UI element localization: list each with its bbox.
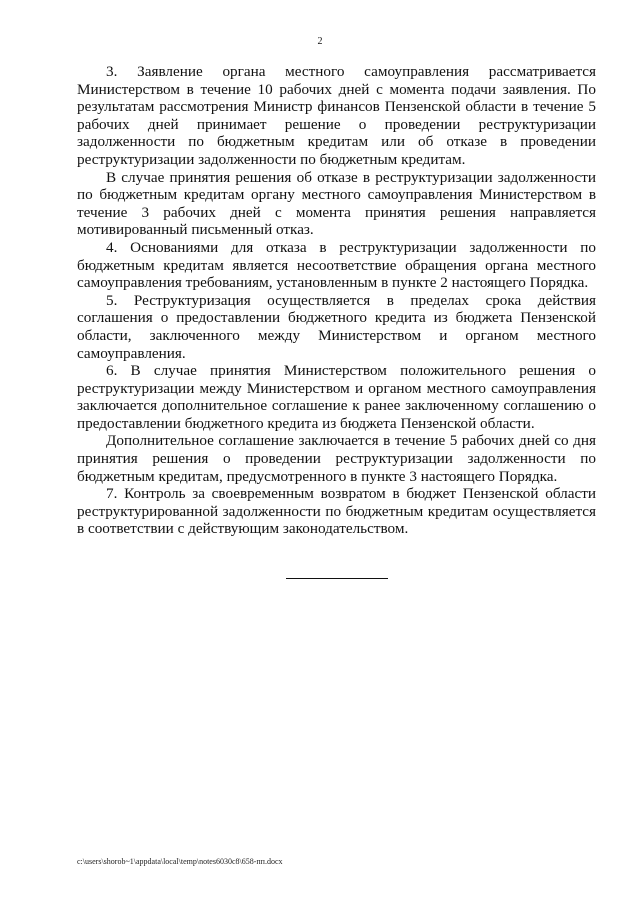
paragraph-item-7-control: 7. Контроль за своевременным возвратом в бюджет Пензенской области реструктурированной задолженности по бюджетным кредитам осуществляется в соответствии с действующим законодательством. [77, 485, 596, 538]
page-number: 2 [317, 36, 323, 47]
paragraph-item-3-review: 3. Заявление органа местного самоуправления рассматривается Министерством в течение 10 рабочих дней с момента подачи заявления. По результатам рассмотрения Министр финансов Пензенской области в течение 5 рабочих дней принимает решение о проведении реструктуризации задолженности по бюджетным кредитам или об отказе в проведении реструктуризации задолженности по бюджетным кредитам. [77, 63, 596, 168]
paragraph-item-5-term: 5. Реструктуризация осуществляется в пределах срока действия соглашения о предоставлении бюджетного кредита из бюджета Пензенской области, заключенного между Министерством и органом местного самоуправления. [77, 291, 596, 362]
footer-file-path: c:\users\shorob~1\appdata\local\temp\notes6030c8\658-пп.docx [77, 857, 283, 866]
paragraph-item-6-agreement: 6. В случае принятия Министерством положительного решения о реструктуризации между Министерством и органом местного самоуправления заключается дополнительное соглашение к ранее заключенному соглашению о предоставлении бюджетного кредита из бюджета Пензенской области. [77, 362, 596, 432]
paragraph-agreement-deadline: Дополнительное соглашение заключается в течение 5 рабочих дней со дня принятия решения о проведении реструктуризации задолженности по бюджетным кредитам, предусмотренного в пункте 3 настоящего Порядка. [77, 432, 596, 485]
paragraph-item-4-refusal-grounds: 4. Основаниями для отказа в реструктуризации задолженности по бюджетным кредитам является несоответствие обращения органа местного самоуправления требованиям, установленным в пункте 2 настоящего Порядка. [77, 238, 596, 292]
document-body [77, 63, 596, 538]
end-divider-line [286, 578, 388, 579]
paragraph-refusal-notice: В случае принятия решения об отказе в реструктуризации задолженности по бюджетным кредитам органу местного самоуправления Министерством в течение 3 рабочих дней с момента принятия решения направляется мотивированный письменный отказ. [77, 168, 596, 239]
